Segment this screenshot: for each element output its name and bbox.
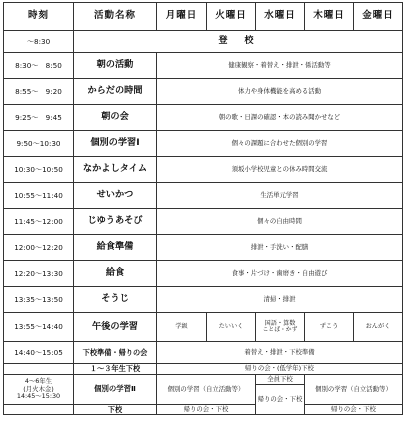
final-dismissal-row (4, 405, 403, 415)
time-cell: 8:55～ 9:20 (4, 79, 74, 105)
upper-grades-time-line3: 14:45～15:30 (16, 392, 61, 401)
schedule-row (4, 261, 403, 287)
final-dismissal-label: 下校 (74, 405, 157, 415)
description-cell: 朝の歌・日課の確認・本の読み聞かせなど (157, 105, 403, 131)
upper-grades-time-line2: (月火木金) (23, 384, 54, 393)
description-cell: 個々の自由時間 (157, 209, 403, 235)
time-cell: 11:45～12:00 (4, 209, 74, 235)
activity-cell: じゆうあそび (74, 209, 157, 235)
final-montue: 帰りの会・下校 (157, 405, 256, 415)
schedule-row (4, 79, 403, 105)
description-cell: 須坂小学校児童との休み時間交流 (157, 157, 403, 183)
description-cell: 着替え・排泄・下校準備 (157, 342, 403, 364)
activity-cell: 給食準備 (74, 235, 157, 261)
description-cell: 食事・片づけ・歯磨き・自由遊び (157, 261, 403, 287)
blank-cell (4, 405, 74, 415)
upper-grades-row-top (4, 375, 403, 385)
dismissal-prep-row (4, 342, 403, 364)
time-cell: ～8:30 (4, 31, 74, 53)
wednesday-subject (256, 313, 305, 342)
header-row (4, 3, 403, 31)
monday-subject: 学級 (157, 313, 207, 342)
upper-grades-thufri: 個別の学習（自立活動等） (305, 375, 403, 405)
schedule-row (4, 31, 403, 53)
activity-cell: 朝の活動 (74, 53, 157, 79)
schedule-row (4, 105, 403, 131)
activity-cell: 朝の会 (74, 105, 157, 131)
upper-grades-time-line1: 4～6年生 (24, 377, 53, 386)
tuesday-subject: たいいく (207, 313, 256, 342)
arrival-cell: 登 校 (74, 31, 403, 53)
friday-subject: おんがく (354, 313, 403, 342)
schedule-row (4, 157, 403, 183)
header-activity: 活動名称 (74, 3, 157, 31)
wednesday-subject-line1: 国語・算数 (264, 320, 296, 328)
daily-schedule-table (3, 2, 403, 415)
description-cell: 健康観察・着替え・排泄・係活動等 (157, 53, 403, 79)
time-cell: 13:55～14:40 (4, 313, 74, 342)
wednesday-subject-line2: ことば・かず (262, 327, 298, 334)
schedule-row (4, 53, 403, 79)
activity-cell: 下校準備・帰りの会 (74, 342, 157, 364)
time-cell: 12:00～12:20 (4, 235, 74, 261)
time-cell: 12:20～13:30 (4, 261, 74, 287)
description-cell: 排泄・手洗い・配膳 (157, 235, 403, 261)
schedule-row (4, 183, 403, 209)
lower-grades-row (4, 364, 403, 375)
activity-cell: なかよしタイム (74, 157, 157, 183)
blank-cell (4, 364, 74, 375)
description-cell: 生活単元学習 (157, 183, 403, 209)
header-friday: 金曜日 (354, 3, 403, 31)
activity-cell: せいかつ (74, 183, 157, 209)
upper-grades-montue: 個別の学習（自立活動等） (157, 375, 256, 405)
header-tuesday: 火曜日 (207, 3, 256, 31)
time-cell: 10:30～10:50 (4, 157, 74, 183)
description-cell: 清掃・排泄 (157, 287, 403, 313)
time-cell: 13:35～13:50 (4, 287, 74, 313)
header-wednesday: 水曜日 (256, 3, 305, 31)
schedule-row (4, 209, 403, 235)
wednesday-all-dismiss: 全員下校 (256, 375, 305, 385)
header-monday: 月曜日 (157, 3, 207, 31)
time-cell: 9:25～ 9:45 (4, 105, 74, 131)
activity-cell: 給食 (74, 261, 157, 287)
activity-cell: 午後の学習 (74, 313, 157, 342)
activity-cell: そうじ (74, 287, 157, 313)
final-thufri: 帰りの会・下校 (305, 405, 403, 415)
activity-cell: 個別の学習Ⅰ (74, 131, 157, 157)
afternoon-row (4, 313, 403, 342)
activity-cell: からだの時間 (74, 79, 157, 105)
upper-grades-activity: 個別の学習Ⅱ (74, 375, 157, 405)
thursday-subject: ずこう (305, 313, 354, 342)
description-cell: 個々の課題に合わせた個別の学習 (157, 131, 403, 157)
time-cell: 8:30～ 8:50 (4, 53, 74, 79)
wednesday-homeroom-dismiss: 帰りの会・下校 (256, 385, 305, 415)
header-thursday: 木曜日 (305, 3, 354, 31)
time-cell: 10:55～11:40 (4, 183, 74, 209)
time-cell: 14:40～15:05 (4, 342, 74, 364)
header-time: 時刻 (4, 3, 74, 31)
lower-grades-desc: 帰りの会・(低学年)下校 (157, 364, 403, 375)
schedule-row (4, 235, 403, 261)
schedule-row (4, 287, 403, 313)
description-cell: 体力や身体機能を高める活動 (157, 79, 403, 105)
lower-grades-label: １～３年生下校 (74, 364, 157, 375)
schedule-row (4, 131, 403, 157)
upper-grades-time (4, 375, 74, 405)
time-cell: 9:50～10:30 (4, 131, 74, 157)
